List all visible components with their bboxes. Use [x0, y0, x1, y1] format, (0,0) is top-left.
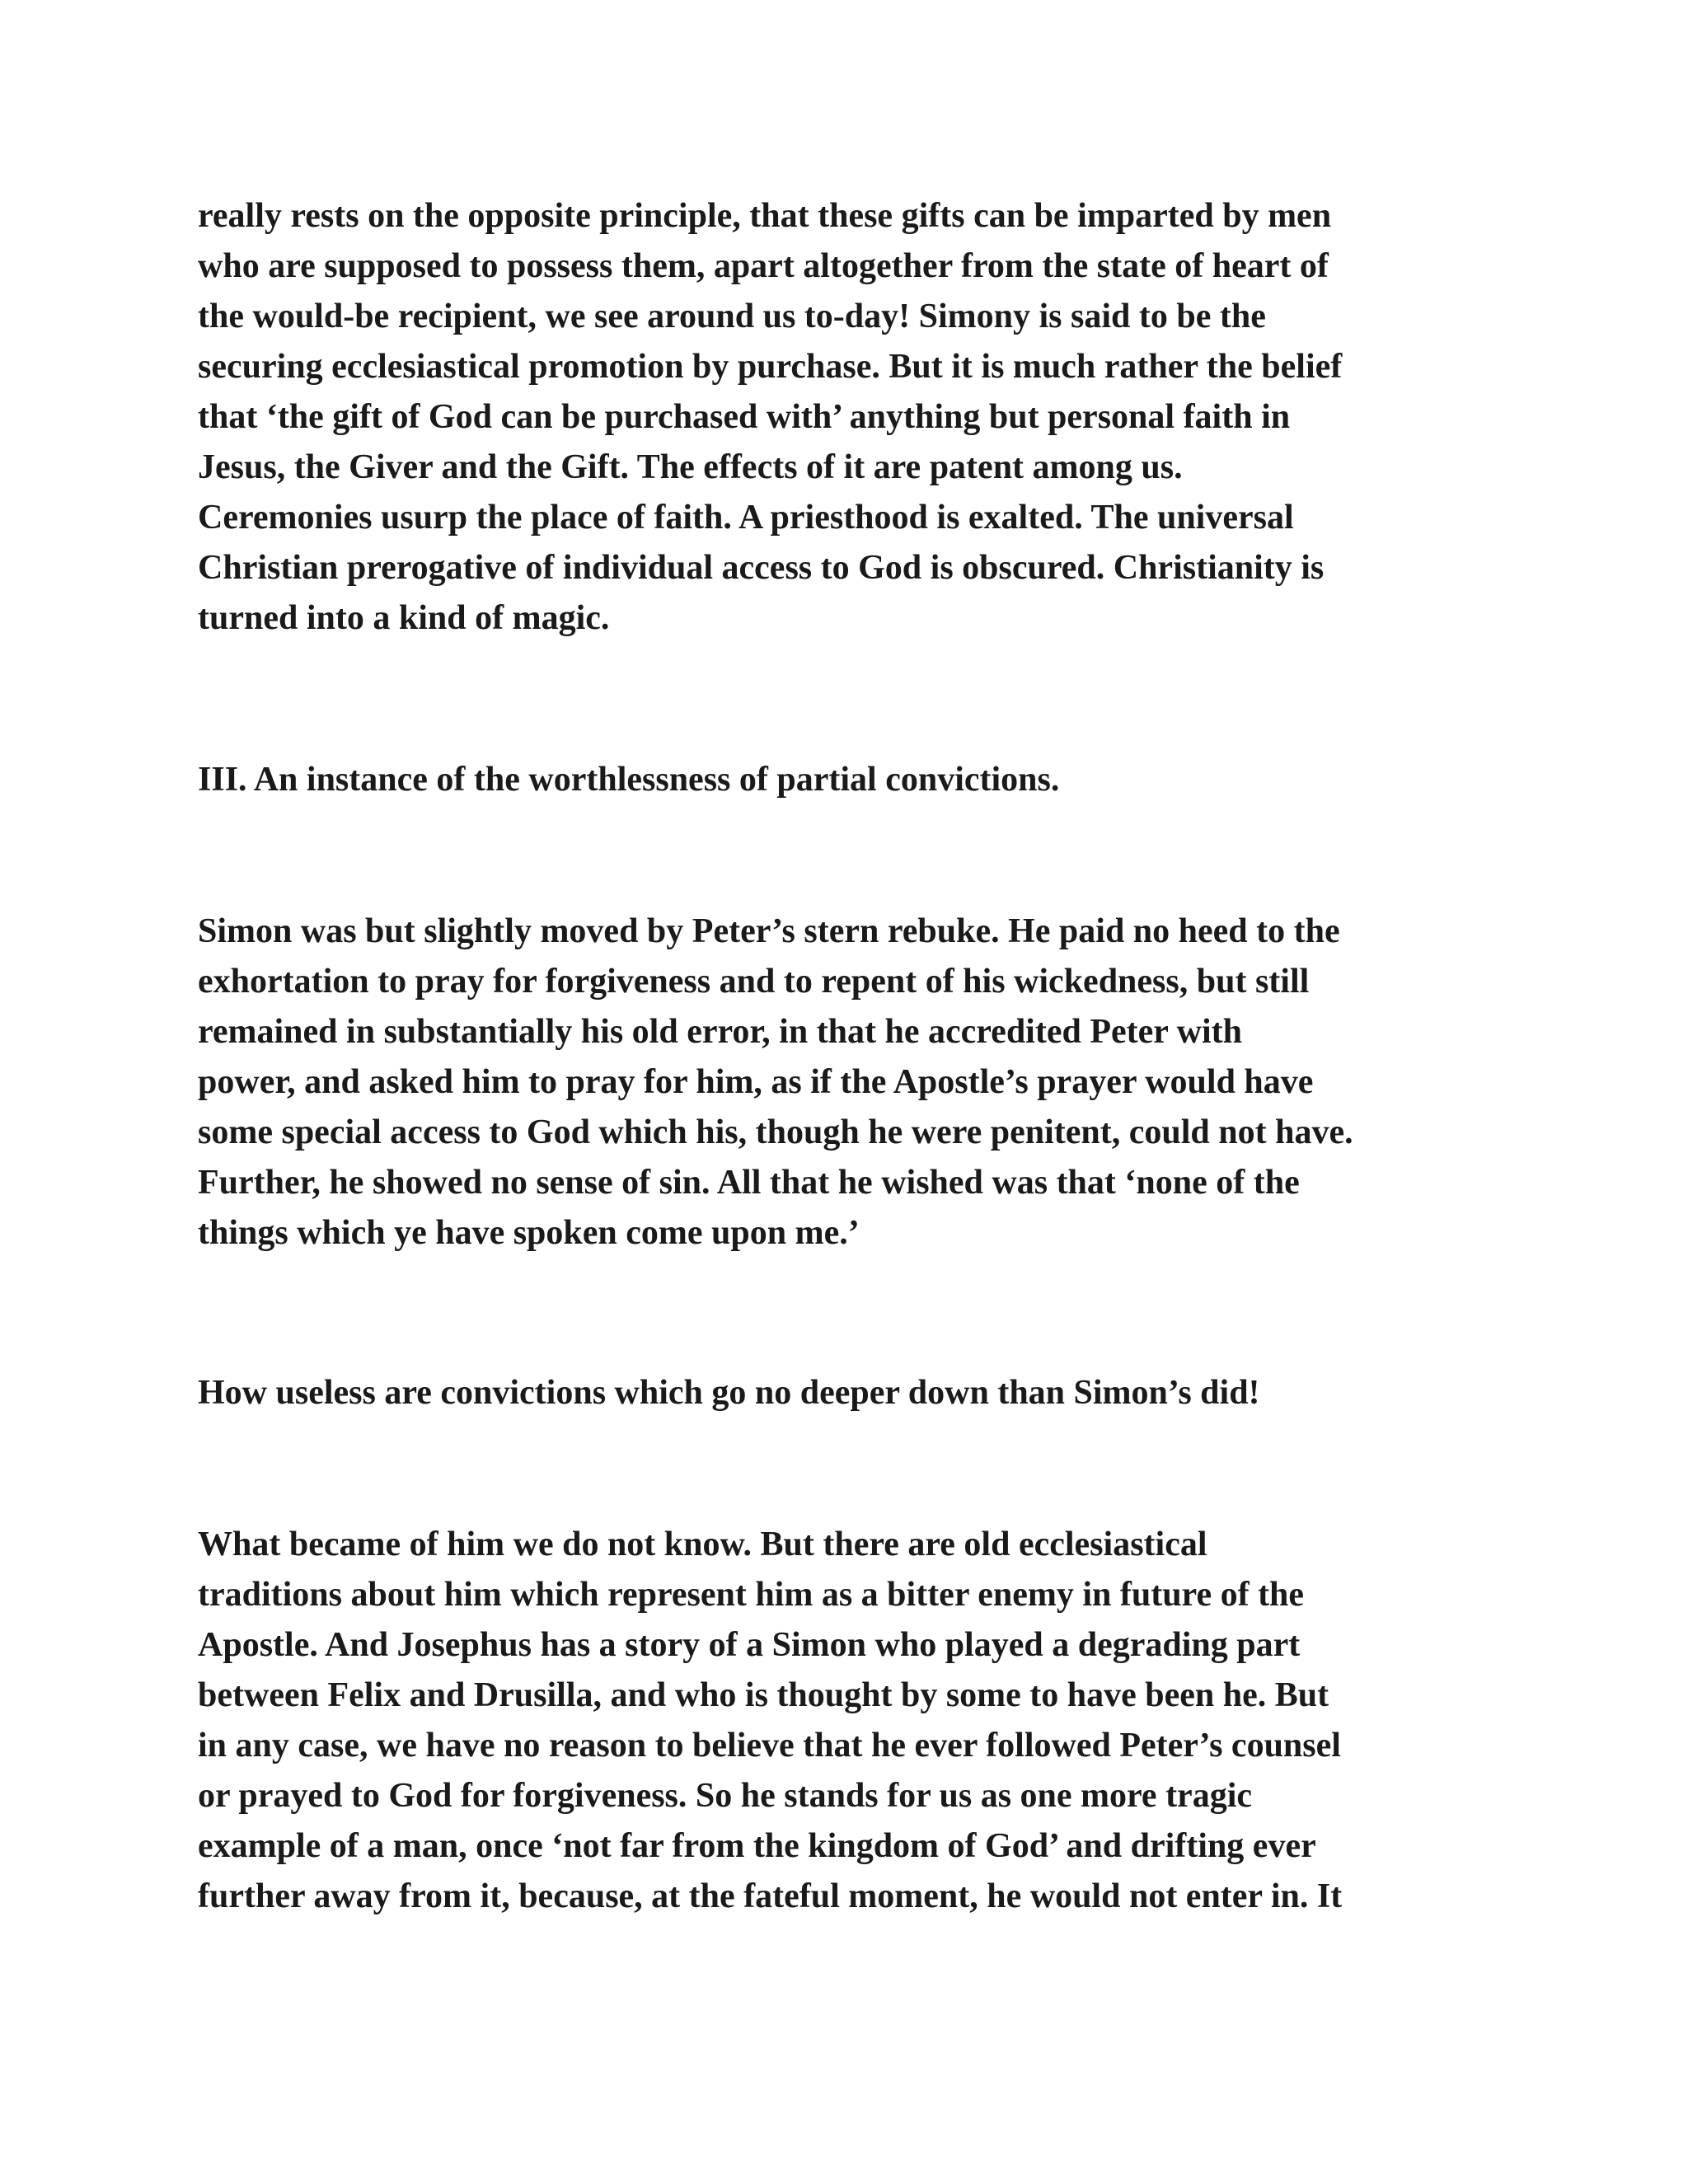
paragraph-useless-convictions	[198, 1368, 1500, 1418]
section-heading	[198, 755, 1500, 805]
text-line: who are supposed to possess them, apart altogether from the state of heart of	[198, 247, 1329, 285]
text-line: further away from it, because, at the fateful moment, he would not enter in. It	[198, 1877, 1343, 1915]
text-line: Further, he showed no sense of sin. All that he wished was that ‘none of the	[198, 1164, 1300, 1202]
text-line: example of a man, once ‘not far from the kingdom of God’ and drifting ever	[198, 1827, 1316, 1865]
text-line: securing ecclesiastical promotion by purchase. But it is much rather the belief	[198, 348, 1343, 386]
text-line: some special access to God which his, though he were penitent, could not have.	[198, 1113, 1353, 1151]
text-line: Christian prerogative of individual access to God is obscured. Christianity is	[198, 549, 1325, 587]
text-line: Apostle. And Josephus has a story of a Simon who played a degrading part	[198, 1626, 1301, 1664]
text-line: Simon was but slightly moved by Peter’s stern rebuke. He paid no heed to the	[198, 912, 1340, 950]
paragraph-simony	[198, 191, 1500, 644]
paragraph-simon-rebuke	[198, 907, 1500, 1258]
text-line: in any case, we have no reason to believe that he ever followed Peter’s counsel	[198, 1727, 1341, 1765]
text-line: between Felix and Drusilla, and who is thought by some to have been he. But	[198, 1676, 1329, 1714]
text-line: Jesus, the Giver and the Gift. The effects of it are patent among us.	[198, 448, 1183, 486]
text-line: power, and asked him to pray for him, as if the Apostle’s prayer would have	[198, 1063, 1314, 1101]
text-line: really rests on the opposite principle, that these gifts can be imparted by men	[198, 197, 1332, 235]
paragraph-fate-of-simon	[198, 1520, 1500, 1922]
text-line: things which ye have spoken come upon me.’	[198, 1214, 860, 1252]
text-line: traditions about him which represent him as a bitter enemy in future of the	[198, 1576, 1305, 1614]
text-line: What became of him we do not know. But there are old ecclesiastical	[198, 1526, 1207, 1563]
text-line: remained in substantially his old error, in that he accredited Peter with	[198, 1013, 1242, 1051]
text-line: that ‘the gift of God can be purchased with’ anything but personal faith in	[198, 398, 1291, 436]
text-line: Ceremonies usurp the place of faith. A priesthood is exalted. The universal	[198, 499, 1294, 537]
text-line: the would-be recipient, we see around us to-day! Simony is said to be the	[198, 298, 1266, 335]
text-line: or prayed to God for forgiveness. So he stands for us as one more tragic	[198, 1777, 1253, 1815]
text-line: How useless are convictions which go no deeper down than Simon’s did!	[198, 1374, 1260, 1412]
text-line: turned into a kind of magic.	[198, 599, 610, 637]
heading-line: III. An instance of the worthlessness of partial convictions.	[198, 761, 1060, 799]
text-line: exhortation to pray for forgiveness and to repent of his wickedness, but still	[198, 963, 1310, 1001]
